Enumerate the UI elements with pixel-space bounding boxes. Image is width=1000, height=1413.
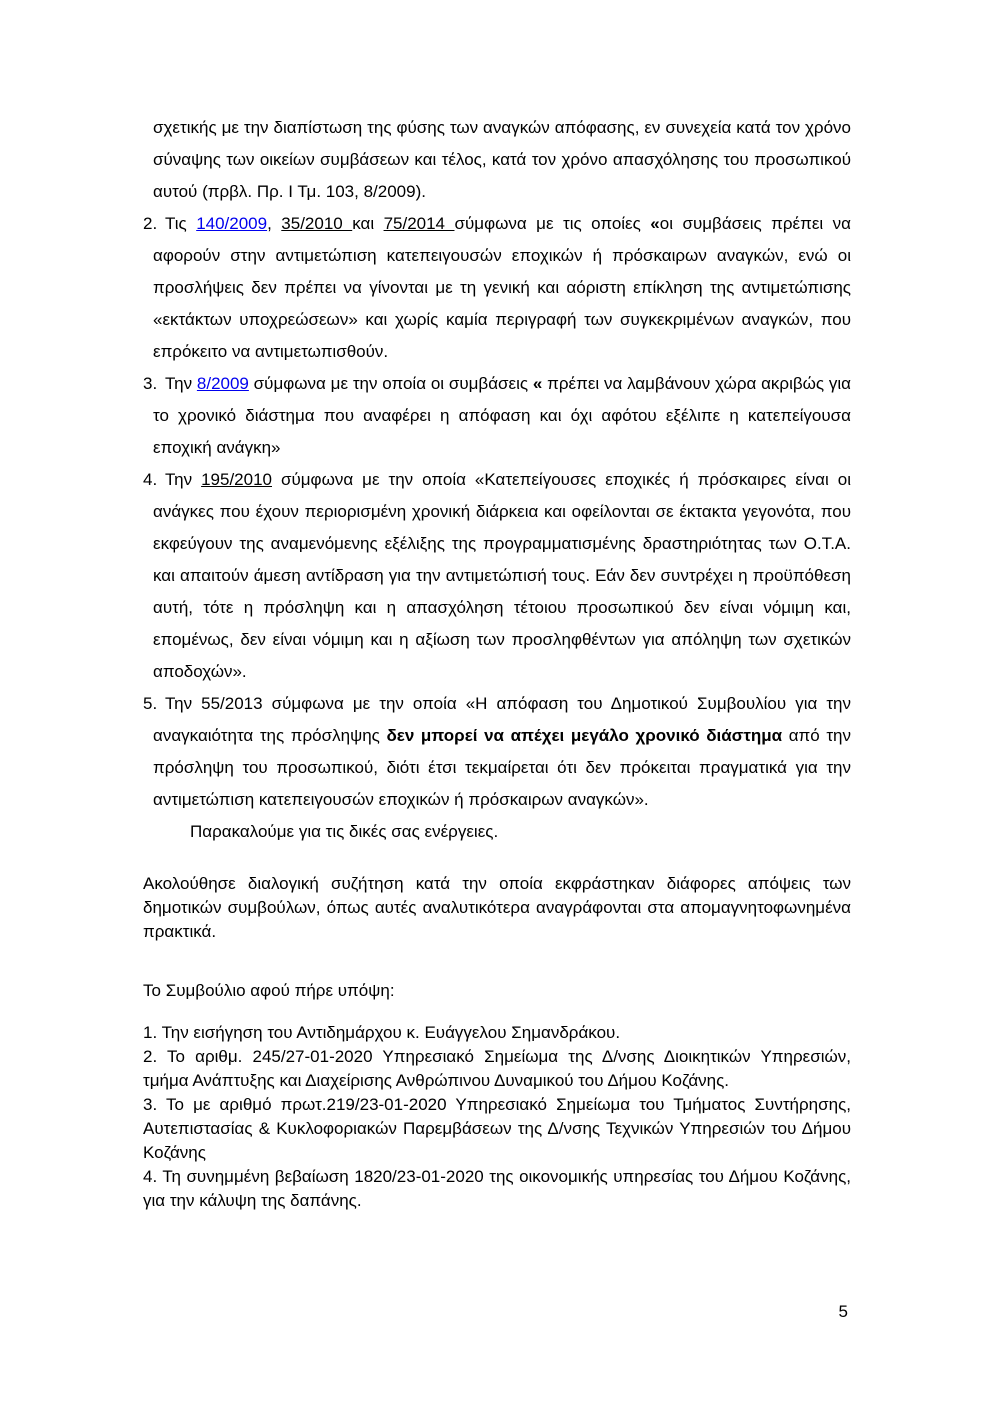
text-run: Παρακαλούμε για τις δικές σας ενέργειες.: [190, 822, 499, 841]
text-run: Ακολούθησε διαλογική συζήτηση κατά την οποία εκφράστηκαν διάφορες απόψεις των δημοτικών συμβούλων, όπως αυτές αναλυτικότερα αναγράφονται στα απομαγνητοφωνημένα πρακτικά.: [143, 874, 851, 941]
list-item: [143, 464, 851, 688]
text-run: «: [650, 214, 660, 233]
text-run: 35/2010: [281, 214, 353, 233]
text-run: από την πρόσληψη του προσωπικού, διότι έτσι τεκμαίρεται ότι δεν πρόκειται πραγματικά για την αντιμετώπιση κατεπειγουσών εποχικών ή πρόσκαιρων αναγκών».: [153, 726, 851, 809]
paragraph: [143, 1021, 851, 1045]
decision-link[interactable]: 8/2009: [196, 374, 249, 393]
text-run: Την 55/2013 σύμφωνα με την οποία «Η απόφαση του Δημοτικού Συμβουλίου για την αναγκαιότητα της πρόσληψης: [153, 694, 851, 745]
text-run: 2. Το αριθμ. 245/27-01-2020 Υπηρεσιακό Σημείωμα της Δ/νσης Διοικητικών Υπηρεσιών, τμήμα Ανάπτυξης και Διαχείρισης Ανθρώπινου Δυναμικού του Δήμου Κοζάνης.: [143, 1047, 851, 1090]
document-body: [143, 112, 851, 1213]
text-run: σύμφωνα με την οποία οι συμβάσεις: [248, 374, 533, 393]
paragraph: [143, 1165, 851, 1213]
paragraph: [143, 112, 851, 208]
list-number: 3.: [143, 374, 158, 393]
list-number: 5.: [143, 694, 158, 713]
text-run: 195/2010: [201, 470, 272, 489]
text-run: 1. Την εισήγηση του Αντιδημάρχου κ. Ευάγγελου Σημανδράκου.: [143, 1023, 621, 1042]
paragraph: [143, 1045, 851, 1093]
list-number: 2.: [143, 214, 158, 233]
paragraph: [143, 1093, 851, 1165]
text-run: σύμφωνα με την οποία «Κατεπείγουσες εποχικές ή πρόσκαιρες είναι οι ανάγκες που έχουν περιορισμένη χρονική διάρκεια και οφείλονται σε έκτακτα γεγονότα, που εκφεύγουν της αναμενόμενης εξέλιξης της προγραμματισμένης δραστηριότητας των Ο.Τ.Α. και απαιτούν άμεση αντίδραση για την αντιμετώπισή τους. Εάν δεν συντρέχει η προϋπόθεση αυτή, τότε η πρόσληψη και η απασχόληση τέτοιου προσωπικού δεν είναι νόμιμη και, επομένως, δεν είναι νόμιμη και η αξίωση των προσληφθέντων για απόληψη των σχετικών αποδοχών».: [153, 470, 851, 681]
text-run: δεν μπορεί να απέχει μεγάλο χρονικό διάστημα: [386, 726, 783, 745]
text-run: 3. Το με αριθμό πρωτ.219/23-01-2020 Υπηρεσιακό Σημείωμα του Τμήματος Συντήρησης, Αυτεπιστασίας & Κυκλοφοριακών Παρεμβάσεων της Δ/νσης Τεχνικών Υπηρεσιών του Δήμου Κοζάνης: [143, 1095, 851, 1162]
text-run: και: [352, 214, 384, 233]
list-number: 4.: [143, 470, 158, 489]
text-run: οι συμβάσεις πρέπει να αφορούν στην αντιμετώπιση κατεπειγουσών εποχικών ή πρόσκαιρων αναγκών, ενώ οι προσλήψεις δεν πρέπει να γίνονται με τη γενική και αόριστη επίκληση της αντιμετώπισης «εκτάκτων υποχρεώσεων» και χωρίς καμία περιγραφή των συγκεκριμένων αναγκών, που επρόκειτο να αντιμετωπισθούν.: [153, 214, 851, 361]
paragraph: [143, 872, 851, 944]
text-run: «: [532, 374, 548, 393]
text-run: 75/2014: [383, 214, 455, 233]
text-run: Την: [165, 470, 202, 489]
list-item: [143, 688, 851, 816]
text-run: πρέπει να λαμβάνουν χώρα ακριβώς για το χρονικό διάστημα που αναφέρει η απόφαση και όχι αφότου εξέλιπε η κατεπείγουσα εποχική ανάγκη»: [153, 374, 852, 457]
paragraph: [143, 816, 851, 848]
list-item: [143, 368, 851, 464]
page-number: 5: [838, 1302, 848, 1321]
decision-link[interactable]: 140/2009: [196, 214, 268, 233]
text-run: ,: [267, 214, 282, 233]
text-run: 4. Τη συνημμένη βεβαίωση 1820/23-01-2020 της οικονομικής υπηρεσίας του Δήμου Κοζάνης, για την κάλυψη της δαπάνης.: [143, 1167, 851, 1210]
text-run: Την: [165, 374, 197, 393]
text-run: σχετικής με την διαπίστωση της φύσης των αναγκών απόφασης, εν συνεχεία κατά τον χρόνο σύναψης των οικείων συμβάσεων και τέλος, κατά τον χρόνο απασχόλησης του προσωπικού αυτού (πρβλ. Πρ. Ι Τμ. 103, 8/2009).: [153, 118, 851, 201]
paragraph: [143, 979, 851, 1003]
text-run: Το Συμβούλιο αφού πήρε υπόψη:: [143, 981, 395, 1000]
text-run: Τις: [165, 214, 197, 233]
list-item: [143, 208, 851, 368]
text-run: σύμφωνα με τις οποίες: [454, 214, 651, 233]
